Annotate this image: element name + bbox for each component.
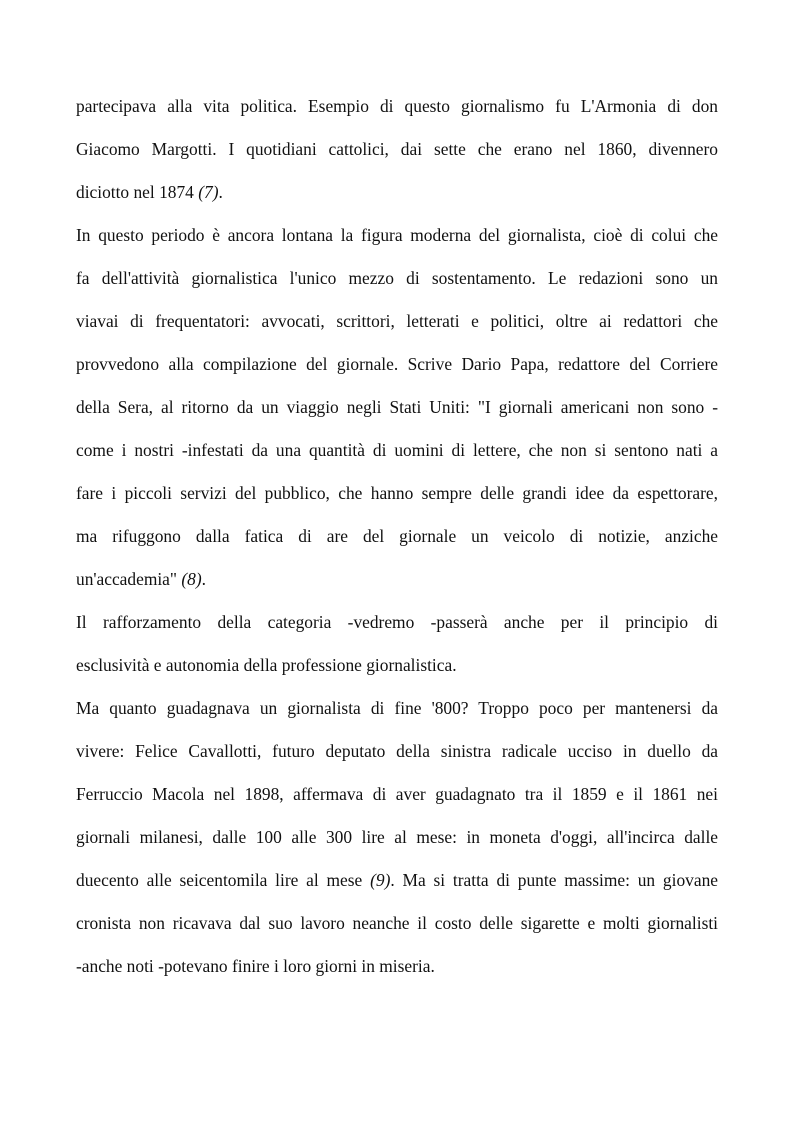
text-line: [76, 267, 718, 289]
footnote-reference: (9): [370, 870, 391, 890]
text-line: [76, 525, 718, 547]
line-text: -anche noti -potevano finire i loro giorni in miseria.: [76, 956, 435, 976]
line-text: Ma quanto guadagnava un giornalista di fine '800? Troppo poco per mantenersi da: [76, 698, 718, 718]
text-line: [76, 310, 718, 332]
line-text: diciotto nel 1874: [76, 182, 199, 202]
line-text: vivere: Felice Cavallotti, futuro deputato della sinistra radicale ucciso in duello da: [76, 741, 718, 761]
line-text: come i nostri -infestati da una quantità di uomini di lettere, che non si sentono nati a: [76, 440, 718, 460]
footnote-reference: (8): [181, 569, 202, 589]
line-text: In questo periodo è ancora lontana la figura moderna del giornalista, cioè di colui che: [76, 225, 718, 245]
text-line: [76, 95, 718, 117]
line-text: della Sera, al ritorno da un viaggio negli Stati Uniti: "I giornali americani non sono -: [76, 397, 718, 417]
line-text-tail: .: [201, 569, 206, 589]
text-line: [76, 869, 718, 891]
footnote-reference: (7): [198, 182, 219, 202]
line-text: giornali milanesi, dalle 100 alle 300 lire al mese: in moneta d'oggi, all'incirca dalle: [76, 827, 718, 847]
line-text: ma rifuggono dalla fatica di are del giornale un veicolo di notizie, anziche: [76, 526, 718, 546]
line-text-tail: .: [218, 182, 223, 202]
line-text: fare i piccoli servizi del pubblico, che hanno sempre delle grandi idee da espettorare,: [76, 483, 718, 503]
text-line: [76, 181, 718, 203]
text-line: [76, 568, 718, 590]
text-line: [76, 138, 718, 160]
line-text: cronista non ricavava dal suo lavoro neanche il costo delle sigarette e molti giornalisti: [76, 913, 718, 933]
line-text: duecento alle seicentomila lire al mese: [76, 870, 371, 890]
text-line: [76, 439, 718, 461]
line-text: Giacomo Margotti. I quotidiani cattolici, dai sette che erano nel 1860, divennero: [76, 139, 718, 159]
text-line: [76, 654, 718, 676]
line-text: un'accademia": [76, 569, 182, 589]
line-text: partecipava alla vita politica. Esempio di questo giornalismo fu L'Armonia di don: [76, 96, 718, 116]
text-line: [76, 353, 718, 375]
text-line: [76, 224, 718, 246]
line-text-tail: . Ma si tratta di punte massime: un giovane: [390, 870, 718, 890]
text-line: [76, 740, 718, 762]
line-text: provvedono alla compilazione del giornale. Scrive Dario Papa, redattore del Corriere: [76, 354, 718, 374]
line-text: fa dell'attività giornalistica l'unico mezzo di sostentamento. Le redazioni sono un: [76, 268, 718, 288]
text-line: [76, 697, 718, 719]
text-line: [76, 611, 718, 633]
text-line: [76, 783, 718, 805]
text-line: [76, 826, 718, 848]
line-text: Ferruccio Macola nel 1898, affermava di aver guadagnato tra il 1859 e il 1861 nei: [76, 784, 718, 804]
text-line: [76, 482, 718, 504]
text-line: [76, 912, 718, 934]
text-line: [76, 955, 718, 977]
line-text: esclusività e autonomia della professione giornalistica.: [76, 655, 457, 675]
line-text: viavai di frequentatori: avvocati, scrittori, letterati e politici, oltre ai redattori che: [76, 311, 718, 331]
text-line: [76, 396, 718, 418]
line-text: Il rafforzamento della categoria -vedremo -passerà anche per il principio di: [76, 612, 718, 632]
